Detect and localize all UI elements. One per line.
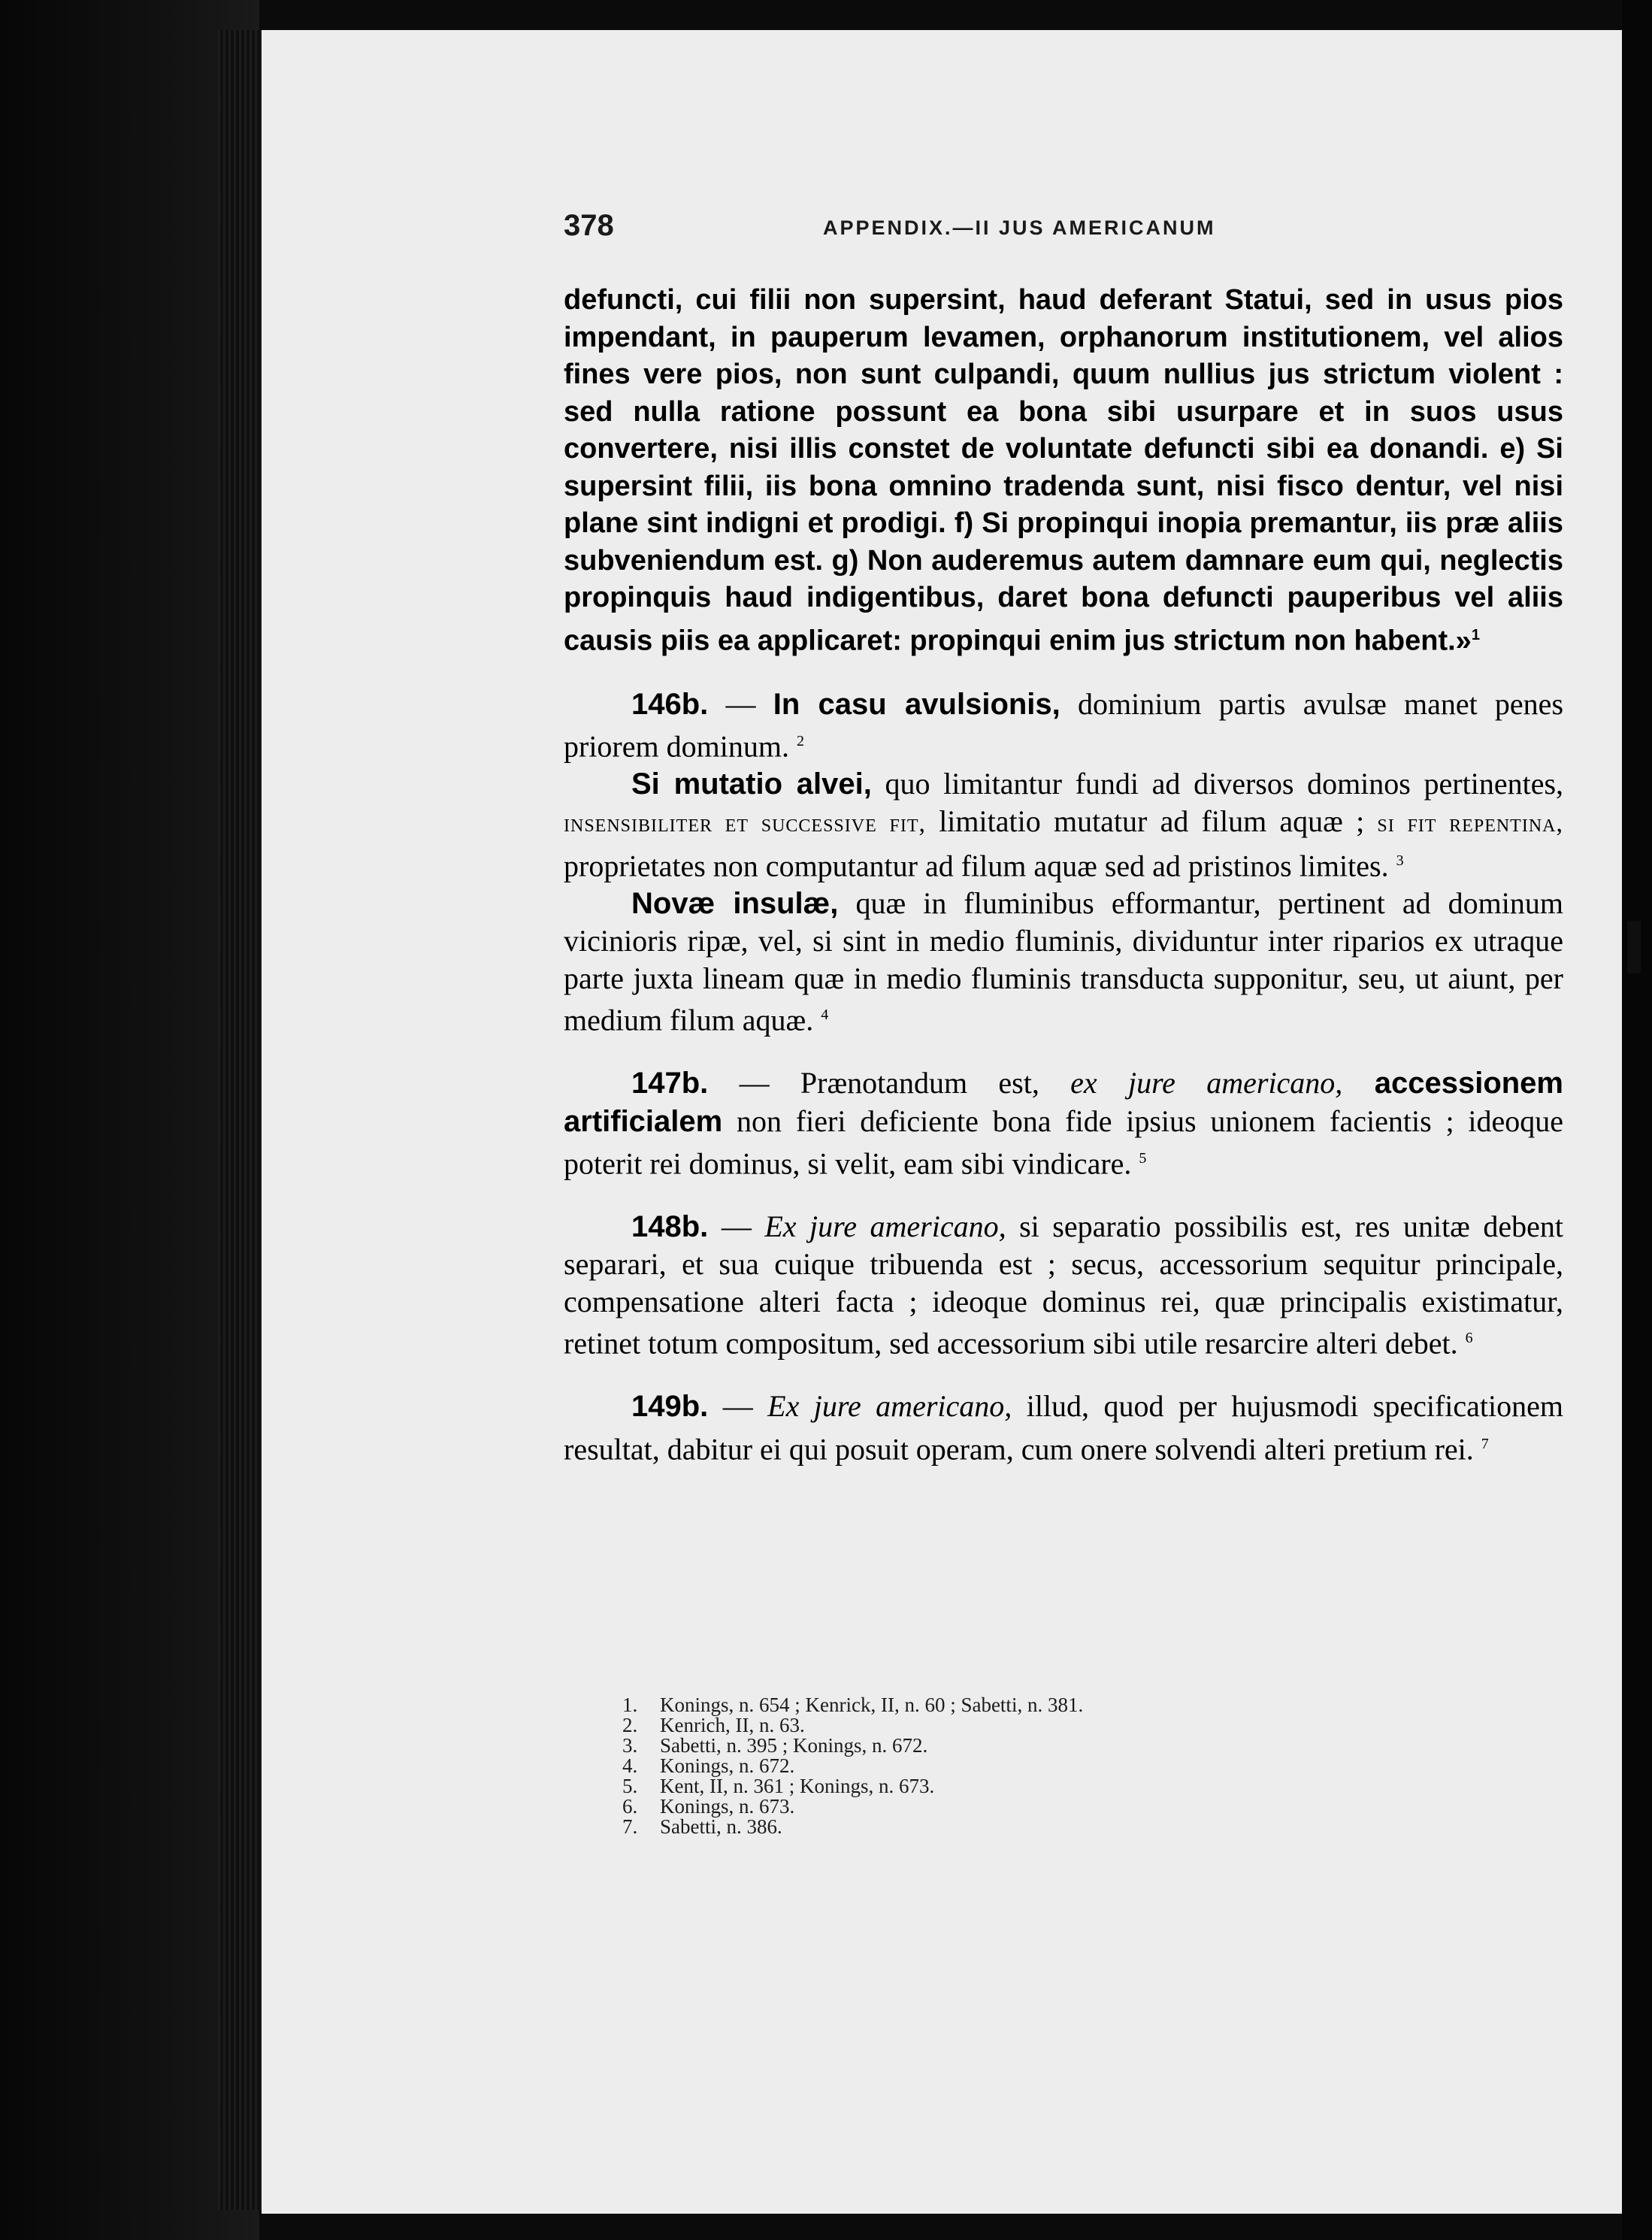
footnote-number: 3. [622, 1734, 638, 1757]
footnote-number: 2. [622, 1714, 638, 1736]
paragraph-lead: Si mutatio alvei, [631, 767, 872, 801]
footnote [622, 1776, 1487, 1797]
section-text: — Prænotandum est, [708, 1066, 1071, 1100]
footnote-number: 7. [622, 1815, 638, 1838]
paragraph-continuation [564, 282, 1563, 660]
section-146b [564, 686, 1563, 765]
footnote-number: 4. [622, 1754, 638, 1777]
page-body [564, 282, 1563, 1468]
section-number: 149b. [631, 1390, 709, 1424]
section-number: 148b. [631, 1209, 709, 1243]
footnote-text: Kenrich, II, n. 63. [660, 1714, 805, 1736]
section-lead: In casu avulsionis, [773, 687, 1060, 721]
section-149b [564, 1388, 1563, 1467]
paragraph-lead: Novæ insulæ, [631, 886, 839, 920]
footnote-text: Konings, n. 654 ; Kenrick, II, n. 60 ; Sabetti, n. 381. [660, 1694, 1084, 1716]
footnote-ref: 7 [1481, 1435, 1489, 1452]
footnote-text: Kent, II, n. 361 ; Konings, n. 673. [660, 1775, 935, 1797]
footnote [622, 1736, 1487, 1756]
section-text: non fieri deficiente bona fide ipsius unionem facientis ; ideoque poterit rei dominus, si velit, eam sibi vindicare. [564, 1103, 1563, 1181]
dash: — [708, 686, 773, 721]
paragraph-text: defuncti, cui filii non supersint, haud deferant Statui, sed in usus pios impendant, in pauperum levamen, orphanorum institutionem, vel alios fines vere pios, non sunt culpandi, quum nullius jus strictum violent : sed nulla ratione possunt ea bona sibi usurpare et in suos usus convertere, nisi illis constet de voluntate defuncti sibi ea donandi. e) Si supersint filii, iis bona omnino tradenda sunt, nisi fisco dentur, vel nisi plane sint indigni et prodigi. f) Si propinqui inopia premantur, iis præ aliis subveniendum est. g) Non auderemus autem damnare eum qui, neglectis propinquis haud indigentibus, daret bona defuncti pauperibus vel aliis causis piis ea applicaret: propinqui enim jus strictum non habent.» [564, 284, 1563, 657]
footnote [622, 1817, 1487, 1837]
paragraph-mutatio-alvei [564, 765, 1563, 885]
footnote-number: 1. [622, 1694, 638, 1716]
footnote-number: 5. [622, 1775, 638, 1797]
section-number: 146b. [631, 687, 709, 721]
footnote [622, 1756, 1487, 1776]
section-text: illud, quod per hujusmodi specificationem resultat, dabitur ei qui posuit operam, cum onere solvendi alteri pretium rei. [564, 1389, 1563, 1467]
scan-border [1622, 0, 1652, 2240]
section-number: 147b. [631, 1067, 709, 1100]
section-lead: accessionem artificialem [564, 1067, 1563, 1138]
dash: — [708, 1209, 765, 1243]
italic-text: ex jure americano, [1070, 1066, 1343, 1100]
footnote-text: Konings, n. 672. [660, 1754, 795, 1777]
paragraph-novae-insulae [564, 885, 1563, 1039]
footnote-ref: 3 [1396, 852, 1404, 869]
footnote-ref: 2 [796, 733, 804, 750]
paragraph-text: limitatio mutatur ad filum aquæ ; [925, 804, 1378, 839]
section-text: dominium partis avulsæ manet penes priorem dominum. [564, 686, 1564, 764]
footnote-text: Sabetti, n. 395 ; Konings, n. 672. [660, 1734, 928, 1757]
footnote-ref: 1 [1471, 626, 1480, 643]
paragraph-text: proprietates non computantur ad filum aquæ sed ad pristinos limites. [564, 849, 1389, 883]
small-caps-text: insensibiliter et successive fit, [564, 810, 926, 838]
running-head: APPENDIX.—II JUS AMERICANUM [823, 216, 1216, 239]
footnote-text: Konings, n. 673. [660, 1795, 795, 1818]
paragraph-text: quo limitantur fundi ad diversos dominos pertinentes, [871, 766, 1564, 801]
section-148b [564, 1208, 1563, 1362]
footnote-ref: 6 [1465, 1330, 1473, 1347]
italic-text: Ex jure americano, [767, 1389, 1012, 1424]
section-text: si separatio possibilis est, res unitæ debent separari, et sua cuique tribuenda est ; secus, accessorium sequitur principale, compensatione alteri facta ; ideoque dominus rei, quæ principalis existimatur, retinet totum compositum, sed accessorium sibi utile resarcire alteri debet. [564, 1209, 1563, 1361]
page-number: 378 [564, 209, 614, 242]
footnote-ref: 4 [821, 1006, 829, 1024]
small-caps-text: si fit repentina, [1377, 810, 1563, 838]
italic-text: Ex jure americano, [764, 1209, 1006, 1243]
scan-mark [1627, 921, 1641, 973]
paragraph-text: quæ in fluminibus efformantur, pertinent ad dominum vicinioris ripæ, vel, si sint in medio fluminis, dividuntur inter riparios ex utraque parte juxta lineam quæ in medio fluminis transducta supponitur, seu, ut aiunt, per medium filum aquæ. [564, 885, 1564, 1037]
footnote-ref: 5 [1139, 1150, 1147, 1167]
footnotes [622, 1695, 1487, 1837]
footnote [622, 1797, 1487, 1817]
footnote [622, 1715, 1487, 1736]
footnote [622, 1695, 1487, 1715]
binding-edge [218, 30, 263, 2210]
footnote-number: 6. [622, 1795, 638, 1818]
footnote-text: Sabetti, n. 386. [660, 1815, 782, 1838]
section-147b [564, 1064, 1563, 1182]
dash: — [708, 1389, 768, 1424]
